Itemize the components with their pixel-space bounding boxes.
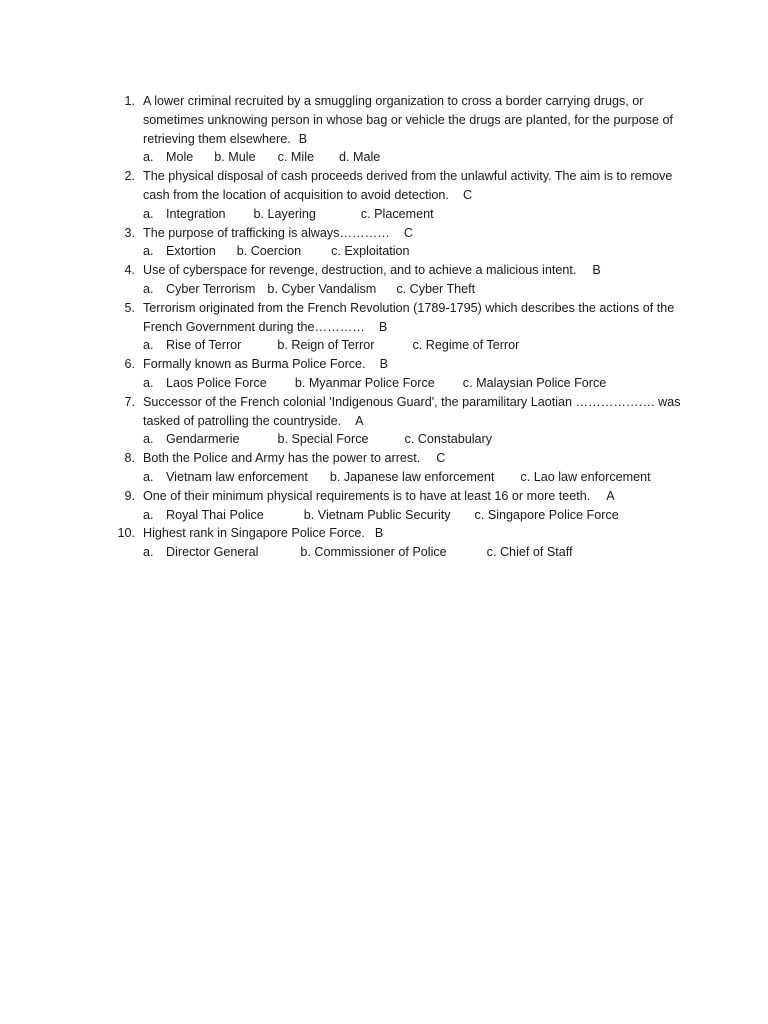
- question-number: 8.: [124, 451, 135, 466]
- option-c: c. Malaysian Police Force: [462, 375, 607, 390]
- question-text: Terrorism originated from the French Revolution (1789-1795) which describes the actions of the: [143, 300, 675, 315]
- question-text: A lower criminal recruited by a smuggling organization to cross a border carrying drugs, or: [143, 94, 644, 108]
- question-2: [104, 167, 684, 223]
- question-text: Both the Police and Army has the power to arrest. C: [143, 451, 446, 466]
- question-text: The purpose of trafficking is always………… C: [143, 225, 413, 240]
- question-text: The physical disposal of cash proceeds derived from the unlawful activity. The aim is to remove: [143, 169, 673, 184]
- answer-key: B: [298, 131, 308, 146]
- question-number: 5.: [124, 300, 135, 315]
- answer-key: A: [606, 488, 615, 503]
- answer-key: A: [355, 413, 364, 428]
- question-6: [104, 355, 684, 393]
- question-number: 4.: [124, 263, 135, 278]
- option-a: a. Vietnam law enforcement: [143, 469, 308, 484]
- option-a: a. Royal Thai Police: [143, 507, 264, 522]
- option-a: a. Director General: [143, 545, 259, 560]
- question-number: 10.: [117, 526, 135, 541]
- answer-key: C: [436, 451, 446, 466]
- question-text: tasked of patrolling the countryside. A: [143, 413, 364, 428]
- option-c: c. Regime of Terror: [412, 338, 520, 353]
- options-row: [143, 506, 684, 525]
- option-a: a. Cyber Terrorism: [143, 281, 256, 296]
- question-text: sometimes unknowing person in whose bag or vehicle the drugs are planted, for the purpose of: [143, 112, 673, 127]
- options-row: [143, 468, 684, 487]
- answer-key: C: [403, 225, 413, 240]
- question-text: One of their minimum physical requirements is to have at least 16 or more teeth. A: [143, 488, 615, 503]
- question-5: [104, 299, 684, 355]
- option-b: b. Special Force: [277, 432, 369, 447]
- quiz-list: [104, 92, 684, 562]
- option-b: b. Cyber Vandalism: [267, 281, 377, 296]
- option-b: b. Japanese law enforcement: [329, 469, 495, 484]
- option-a: a. Integration: [143, 206, 226, 221]
- option-b: b. Layering: [253, 206, 316, 221]
- question-text: cash from the location of acquisition to avoid detection. C: [143, 187, 473, 202]
- option-c: c. Lao law enforcement: [520, 469, 651, 484]
- question-4: [104, 261, 684, 299]
- question-text: Highest rank in Singapore Police Force. B: [143, 526, 384, 541]
- option-a: a. Gendarmerie: [143, 432, 240, 447]
- question-text: Use of cyberspace for revenge, destruction, and to achieve a malicious intent. B: [143, 263, 601, 278]
- question-3: [104, 224, 684, 262]
- question-number: 7.: [124, 394, 135, 409]
- question-7: [104, 393, 684, 449]
- question-text: Successor of the French colonial 'Indigenous Guard', the paramilitary Laotian ………………. was: [143, 394, 681, 409]
- answer-key: C: [462, 187, 473, 202]
- option-b: b. Mule: [214, 150, 256, 165]
- question-text: French Government during the………… B: [143, 319, 388, 334]
- option-c: c. Singapore Police Force: [474, 507, 619, 522]
- option-c: c. Mile: [277, 150, 314, 165]
- options-row: [143, 280, 684, 299]
- answer-key: B: [378, 319, 388, 334]
- option-b: b. Vietnam Public Security: [303, 507, 451, 522]
- option-b: b. Coercion: [236, 244, 302, 259]
- option-b: b. Commissioner of Police: [300, 545, 447, 560]
- options-row: [143, 336, 684, 355]
- option-c: c. Placement: [360, 206, 434, 221]
- question-9: [104, 487, 684, 525]
- option-b: b. Myanmar Police Force: [294, 375, 435, 390]
- question-10: [104, 524, 684, 562]
- answer-key: B: [592, 263, 601, 278]
- options-row: [143, 242, 684, 261]
- option-d: d. Male: [339, 150, 381, 165]
- question-number: 2.: [124, 169, 135, 184]
- question-number: 1.: [124, 94, 135, 108]
- question-number: 9.: [124, 488, 135, 503]
- question-text: Formally known as Burma Police Force. B: [143, 357, 388, 372]
- option-a: a. Mole: [143, 150, 194, 165]
- options-row: [143, 430, 684, 449]
- question-1: [104, 92, 684, 167]
- answer-key: B: [374, 526, 384, 541]
- option-a: a. Rise of Terror: [143, 338, 242, 353]
- option-c: c. Exploitation: [331, 244, 410, 259]
- options-row: [143, 148, 684, 167]
- options-row: [143, 374, 684, 393]
- question-number: 6.: [124, 357, 135, 372]
- question-number: 3.: [124, 225, 135, 240]
- answer-key: B: [379, 357, 388, 372]
- option-a: a. Extortion: [143, 244, 216, 259]
- question-text: retrieving them elsewhere. B: [143, 131, 308, 146]
- option-b: b. Reign of Terror: [277, 338, 375, 353]
- question-8: [104, 449, 684, 487]
- options-row: [143, 543, 684, 562]
- option-a: a. Laos Police Force: [143, 375, 267, 390]
- options-row: [143, 205, 684, 224]
- option-c: c. Cyber Theft: [396, 281, 476, 296]
- option-c: c. Constabulary: [404, 432, 492, 447]
- option-c: c. Chief of Staff: [486, 545, 573, 560]
